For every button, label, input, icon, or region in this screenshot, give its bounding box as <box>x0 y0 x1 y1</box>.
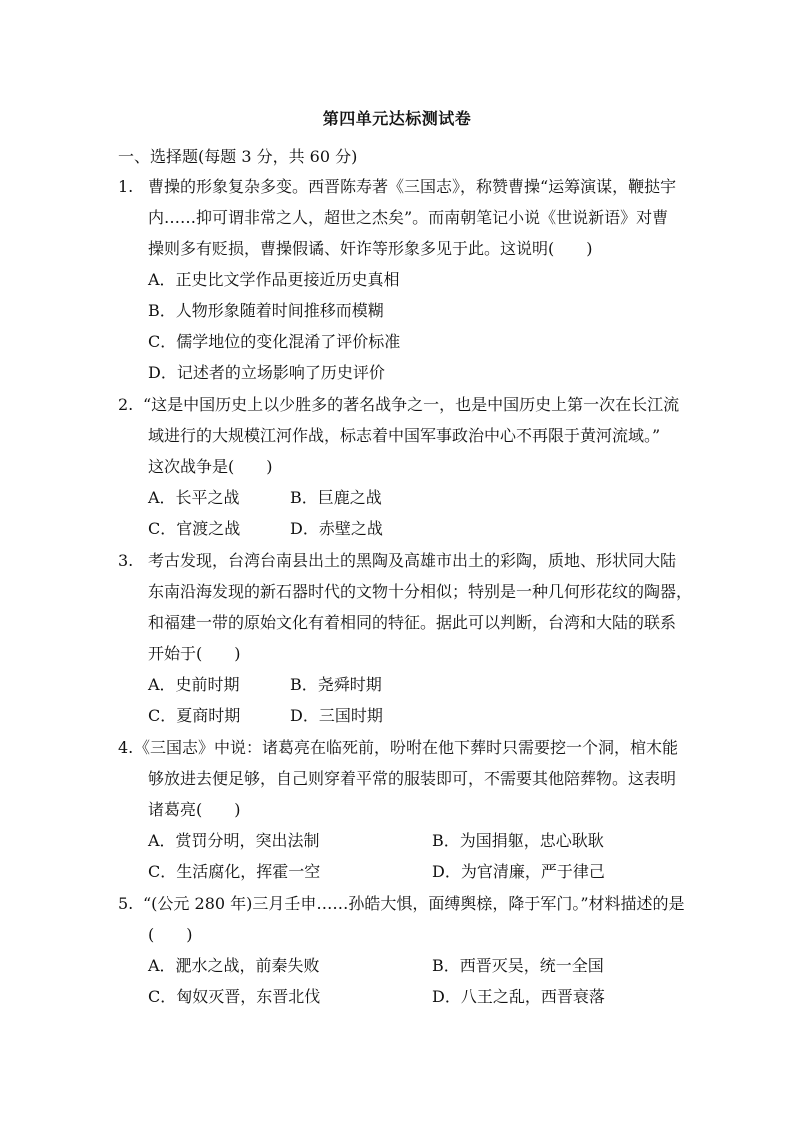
question-text-line: 《三国志》中说：诸葛亮在临死前，吩咐在他下葬时只需要挖一个洞，棺木能 <box>134 738 679 757</box>
option-d: D．为官清廉，严于律己 <box>432 862 605 881</box>
option-c: C．夏商时期 <box>148 706 241 725</box>
question-text-line: 够放进去便足够，自己则穿着平常的服装即可，不需要其他陪葬物。这表明 <box>148 769 677 788</box>
option-a: A．赏罚分明，突出法制 <box>148 831 320 850</box>
option-c: C．生活腐化，挥霍一空 <box>148 862 321 881</box>
option-d: D．三国时期 <box>290 706 383 725</box>
question-text-line: “(公元 280 年)三月壬申……孙皓大惧，面缚舆榇，降于军门。”材料描述的是 <box>143 894 685 913</box>
question-text-line: 东南沿海发现的新石器时代的文物十分相似；特别是一种几何形花纹的陶器， <box>148 582 693 601</box>
question-text-line: 内……抑可谓非常之人，超世之杰矣”。而南朝笔记小说《世说新语》对曹 <box>148 208 669 227</box>
question-number: 3. <box>118 551 134 570</box>
question-text-line: 曹操的形象复杂多变。西晋陈寿著《三国志》，称赞曹操“运筹演谋，鞭挞宇 <box>148 177 677 196</box>
question-text-line: 这次战争是( ) <box>148 457 273 476</box>
option-d: D．赤壁之战 <box>290 519 383 538</box>
question-number: 4. <box>118 738 134 757</box>
question-number: 1. <box>118 177 134 196</box>
question-number: 2. <box>118 395 134 414</box>
option-a: A．史前时期 <box>148 675 240 694</box>
option-c: C．匈奴灭晋，东晋北伐 <box>148 987 321 1006</box>
question-text-line: 和福建一带的原始文化有着相同的特征。据此可以判断，台湾和大陆的联系 <box>148 613 677 632</box>
option-c: C．官渡之战 <box>148 519 241 538</box>
option-a: A．淝水之战，前秦失败 <box>148 956 320 975</box>
option-a: A．长平之战 <box>148 488 240 507</box>
question-number: 5. <box>118 894 134 913</box>
option-c: C．儒学地位的变化混淆了评价标准 <box>148 332 401 351</box>
question-text-line: ( ) <box>148 925 193 944</box>
option-b: B．尧舜时期 <box>290 675 382 694</box>
option-b: B．为国捐躯，忠心耿耿 <box>432 831 604 850</box>
option-d: D．记述者的立场影响了历史评价 <box>148 363 385 382</box>
question-text-line: 考古发现，台湾台南县出土的黑陶及高雄市出土的彩陶，质地、形状同大陆 <box>148 551 677 570</box>
page-title: 第四单元达标测试卷 <box>322 109 472 128</box>
question-text-line: 操则多有贬损，曹操假谲、奸诈等形象多见于此。这说明( ) <box>148 239 593 258</box>
option-b: B．人物形象随着时间推移而模糊 <box>148 301 384 320</box>
option-a: A．正史比文学作品更接近历史真相 <box>148 270 400 289</box>
question-text-line: 开始于( ) <box>148 644 241 663</box>
option-b: B．巨鹿之战 <box>290 488 382 507</box>
option-d: D．八王之乱，西晋衰落 <box>432 987 605 1006</box>
question-text-line: “这是中国历史上以少胜多的著名战争之一，也是中国历史上第一次在长江流 <box>143 395 680 414</box>
question-text-line: 诸葛亮( ) <box>148 800 241 819</box>
question-text-line: 域进行的大规模江河作战，标志着中国军事政治中心不再限于黄河流域。” <box>148 426 661 445</box>
section-heading: 一、选择题(每题 3 分，共 60 分) <box>118 147 358 166</box>
option-b: B．西晋灭吴，统一全国 <box>432 956 604 975</box>
